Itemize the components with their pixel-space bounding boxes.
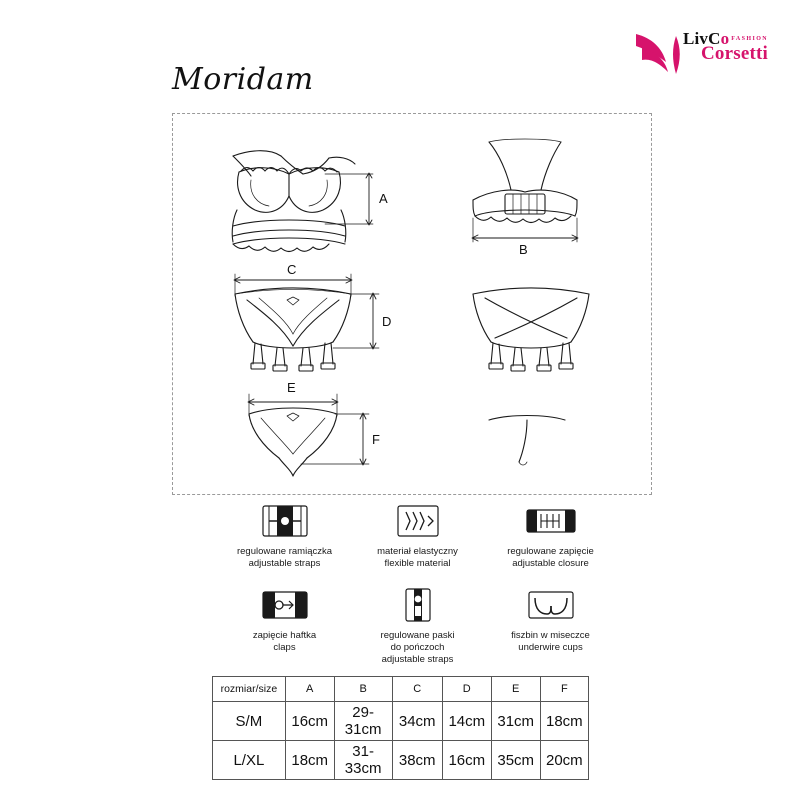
size-table-header-d: D <box>442 677 491 702</box>
feature-caption-line-2: do pończoch <box>390 642 445 653</box>
feature-adjustable-garter-straps <box>351 584 484 666</box>
feature-caption-line-2: adjustable closure <box>512 558 589 569</box>
feature-caption-line-2: claps <box>273 642 296 653</box>
flexible-material-icon <box>351 500 484 542</box>
feature-caption <box>351 630 484 666</box>
feature-adjustable-straps <box>218 500 351 570</box>
adjustable-closure-icon <box>484 500 617 542</box>
page-title: Moridam <box>172 62 314 97</box>
label-b: B <box>519 242 528 257</box>
thong-front-diagram <box>248 394 369 476</box>
cell-sm-e: 31cm <box>491 702 540 741</box>
feature-caption-line-1: zapięcie haftka <box>252 630 317 641</box>
feature-caption-line-2: flexible material <box>384 558 451 569</box>
cell-lxl-f: 20cm <box>540 741 588 780</box>
cell-lxl-d: 16cm <box>442 741 491 780</box>
feature-caption <box>351 546 484 570</box>
brand-mark-icon <box>632 32 684 76</box>
cell-lxl-e: 35cm <box>491 741 540 780</box>
feature-caption-line-1: regulowane zapięcie <box>507 546 594 557</box>
size-label-lxl: L/XL <box>213 741 286 780</box>
brand-logo <box>616 26 776 82</box>
features-row-two <box>218 584 618 666</box>
size-table-header-b: B <box>334 677 392 702</box>
cell-lxl-b: 31-33cm <box>334 741 392 780</box>
cell-sm-d: 14cm <box>442 702 491 741</box>
feature-caption-line-3: adjustable straps <box>381 654 454 665</box>
feature-flexible-material <box>351 500 484 570</box>
adjustable-straps-icon <box>218 500 351 542</box>
garter-belt-back-diagram <box>473 288 589 371</box>
label-c: C <box>287 262 297 277</box>
feature-caption-line-2: underwire cups <box>518 642 583 653</box>
cell-sm-a: 16cm <box>285 702 334 741</box>
feature-caption-line-1: regulowane ramiączka <box>236 546 333 557</box>
feature-caption-line-1: materiał elastyczny <box>377 546 458 557</box>
bra-front-diagram <box>232 151 373 252</box>
table-row <box>213 741 589 780</box>
size-table <box>212 676 589 780</box>
cell-lxl-a: 18cm <box>285 741 334 780</box>
size-table-header-a: A <box>285 677 334 702</box>
brand-o: o <box>720 29 730 48</box>
adjustable-garter-straps-icon <box>351 584 484 626</box>
brand-line-two: Corsetti <box>700 43 768 64</box>
bra-back-diagram <box>472 139 578 242</box>
feature-caption <box>218 630 351 654</box>
garment-diagrams <box>173 114 653 496</box>
cell-sm-b: 29-31cm <box>334 702 392 741</box>
thong-back-diagram <box>489 416 565 466</box>
cell-lxl-c: 38cm <box>392 741 442 780</box>
label-e: E <box>287 380 296 395</box>
feature-caption <box>484 630 617 654</box>
size-table-header-f: F <box>540 677 588 702</box>
feature-caption <box>218 546 351 570</box>
garter-belt-front-diagram <box>234 274 379 371</box>
label-a: A <box>379 191 388 206</box>
table-row <box>213 702 589 741</box>
features-row-one <box>218 500 618 570</box>
underwire-cups-icon <box>484 584 617 626</box>
label-d: D <box>382 314 392 329</box>
brand-livc: LivC <box>682 29 721 48</box>
size-table-header-c: C <box>392 677 442 702</box>
feature-caption-line-1: fiszbin w miseczce <box>511 630 590 641</box>
feature-caption <box>484 546 617 570</box>
feature-caption-line-1: regulowane paski <box>380 630 455 641</box>
diagram-panel <box>172 113 652 495</box>
clasps-icon <box>218 584 351 626</box>
brand-wordmark <box>683 30 768 63</box>
feature-underwire-cups <box>484 584 617 666</box>
brand-subtitle: FASHION <box>731 36 768 42</box>
feature-clasps <box>218 584 351 666</box>
features-legend <box>218 500 618 666</box>
cell-sm-f: 18cm <box>540 702 588 741</box>
size-table-header-row <box>213 677 589 702</box>
feature-adjustable-closure <box>484 500 617 570</box>
feature-caption-line-2: adjustable straps <box>248 558 321 569</box>
size-label-sm: S/M <box>213 702 286 741</box>
size-table-header-label: rozmiar/size <box>213 677 286 702</box>
label-f: F <box>372 432 380 447</box>
cell-sm-c: 34cm <box>392 702 442 741</box>
size-table-header-e: E <box>491 677 540 702</box>
